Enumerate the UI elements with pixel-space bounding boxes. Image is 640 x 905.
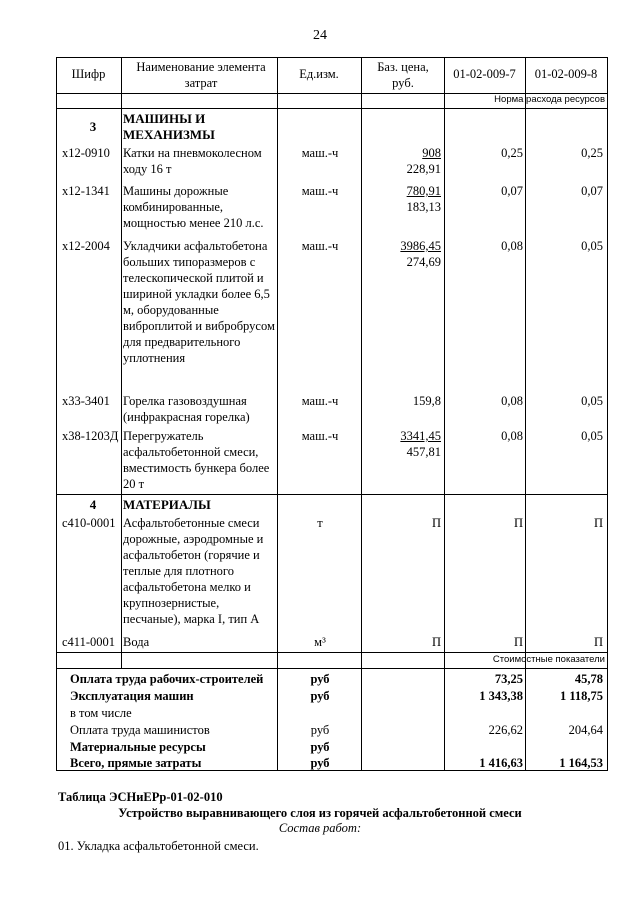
summary-label: Материальные ресурсы: [70, 740, 206, 754]
resource-price-labor: 274,69: [406, 255, 441, 269]
resource-name: Перегружатель асфальтобетонной смеси, вместимость бункера более 20 т: [123, 429, 270, 491]
resource-unit: маш.-ч: [301, 394, 339, 408]
resource-price: 159,8: [412, 394, 441, 408]
norm-value-col2: 0,05: [581, 394, 603, 408]
norm-value-col2: 0,25: [581, 146, 603, 160]
header-col1: 01-02-009-7: [453, 67, 516, 81]
resource-price: П: [431, 635, 441, 649]
resource-name: Катки на пневмоколесном ходу 16 т: [123, 146, 262, 176]
summary-unit: руб: [310, 740, 330, 754]
resource-name: Вода: [123, 635, 150, 649]
resource-name: Горелка газовоздушная (инфракрасная горелка): [123, 394, 250, 424]
header-price: Баз. цена, руб.: [377, 60, 429, 90]
section-number: 3: [89, 119, 97, 134]
resource-unit: м³: [314, 635, 326, 649]
resource-price: П: [431, 516, 441, 530]
resource-code: х12-2004: [62, 239, 110, 253]
summary-label: Оплата труда машинистов: [70, 723, 210, 737]
section-title: МАТЕРИАЛЫ: [123, 497, 211, 512]
resource-unit: маш.-ч: [301, 146, 339, 160]
resource-price: 3341,45: [400, 429, 441, 443]
table-title: Устройство выравнивающего слоя из горячей асфальтобетонной смеси: [118, 806, 522, 820]
resource-unit: маш.-ч: [301, 239, 339, 253]
resource-code: х33-3401: [62, 394, 110, 408]
summary-unit: руб: [310, 672, 330, 686]
summary-unit: руб: [310, 689, 330, 703]
table-id: Таблица ЭСНиЕРр-01-02-010: [58, 790, 223, 804]
norm-value-col2: 0,07: [581, 184, 603, 198]
resource-code: с410-0001: [62, 516, 116, 530]
work-item: 01. Укладка асфальтобетонной смеси.: [58, 839, 259, 853]
section-number: 4: [89, 497, 97, 512]
resource-unit: маш.-ч: [301, 429, 339, 443]
resource-unit: т: [317, 516, 323, 530]
summary-label: Оплата труда рабочих-строителей: [70, 672, 264, 686]
norm-label: Норма расхода ресурсов: [494, 94, 605, 105]
norm-value-col2: П: [593, 635, 603, 649]
resource-name: Асфальтобетонные смеси дорожные, аэродромные и асфальтобетон (горячие и теплые для плотного асфальтобетона мелко и крупнозернистые, песчаные), марка I, тип А: [123, 516, 264, 626]
resource-price-labor: 228,91: [406, 162, 441, 176]
summary-label: Всего, прямые затраты: [70, 756, 202, 770]
resource-table: [56, 57, 607, 771]
norm-value-col1: 0,07: [501, 184, 523, 198]
resource-price-labor: 457,81: [406, 445, 441, 459]
norm-value-col1: 0,08: [501, 239, 523, 253]
summary-value-col1: 1 343,38: [479, 689, 523, 703]
summary-unit: руб: [310, 756, 330, 770]
summary-value-col2: 45,78: [574, 672, 603, 686]
summary-value-col1: 226,62: [488, 723, 523, 737]
header-col2: 01-02-009-8: [534, 67, 598, 81]
resource-code: х12-0910: [62, 146, 110, 160]
norm-value-col2: 0,05: [581, 239, 603, 253]
resource-code: с411-0001: [62, 635, 115, 649]
norm-value-col2: 0,05: [581, 429, 603, 443]
summary-value-col1: 1 416,63: [479, 756, 523, 770]
resource-price: 3986,45: [400, 239, 441, 253]
norm-value-col1: 0,25: [501, 146, 523, 160]
header-unit: Ед.изм.: [299, 67, 339, 81]
summary-value-col2: 204,64: [568, 723, 603, 737]
resource-code: х12-1341: [62, 184, 110, 198]
summary-value-col2: 1 118,75: [559, 689, 603, 703]
header-name: Наименование элемента затрат: [136, 60, 266, 90]
page-number: 24: [313, 28, 327, 43]
resource-price-labor: 183,13: [406, 200, 441, 214]
resource-name: Укладчики асфальтобетона больших типоразмеров с телескопической плитой и шириной укладки более 6,5 м, оборудованные виброплитой и вибробрусом для предварительного уплотнения: [123, 239, 275, 365]
norm-value-col2: П: [593, 516, 603, 530]
summary-unit: руб: [310, 723, 330, 737]
resource-code: х38-1203Д: [62, 429, 119, 443]
summary-label: в том числе: [70, 706, 132, 720]
norm-value-col1: 0,08: [501, 429, 523, 443]
resource-name: Машины дорожные комбинированные, мощностью менее 210 л.с.: [123, 184, 264, 230]
norm-value-col1: П: [513, 516, 523, 530]
header-code: Шифр: [71, 67, 106, 81]
resource-price: 908: [422, 146, 441, 160]
summary-value-col1: 73,25: [494, 672, 523, 686]
cost-label: Стоимостные показатели: [492, 654, 605, 665]
section-title: МАШИНЫ И МЕХАНИЗМЫ: [123, 111, 215, 142]
resource-price: 780,91: [406, 184, 441, 198]
norm-value-col1: 0,08: [501, 394, 523, 408]
work-label: Состав работ:: [278, 821, 362, 835]
summary-label: Эксплуатация машин: [70, 689, 194, 703]
resource-unit: маш.-ч: [301, 184, 339, 198]
norm-value-col1: П: [513, 635, 523, 649]
summary-value-col2: 1 164,53: [559, 756, 603, 770]
